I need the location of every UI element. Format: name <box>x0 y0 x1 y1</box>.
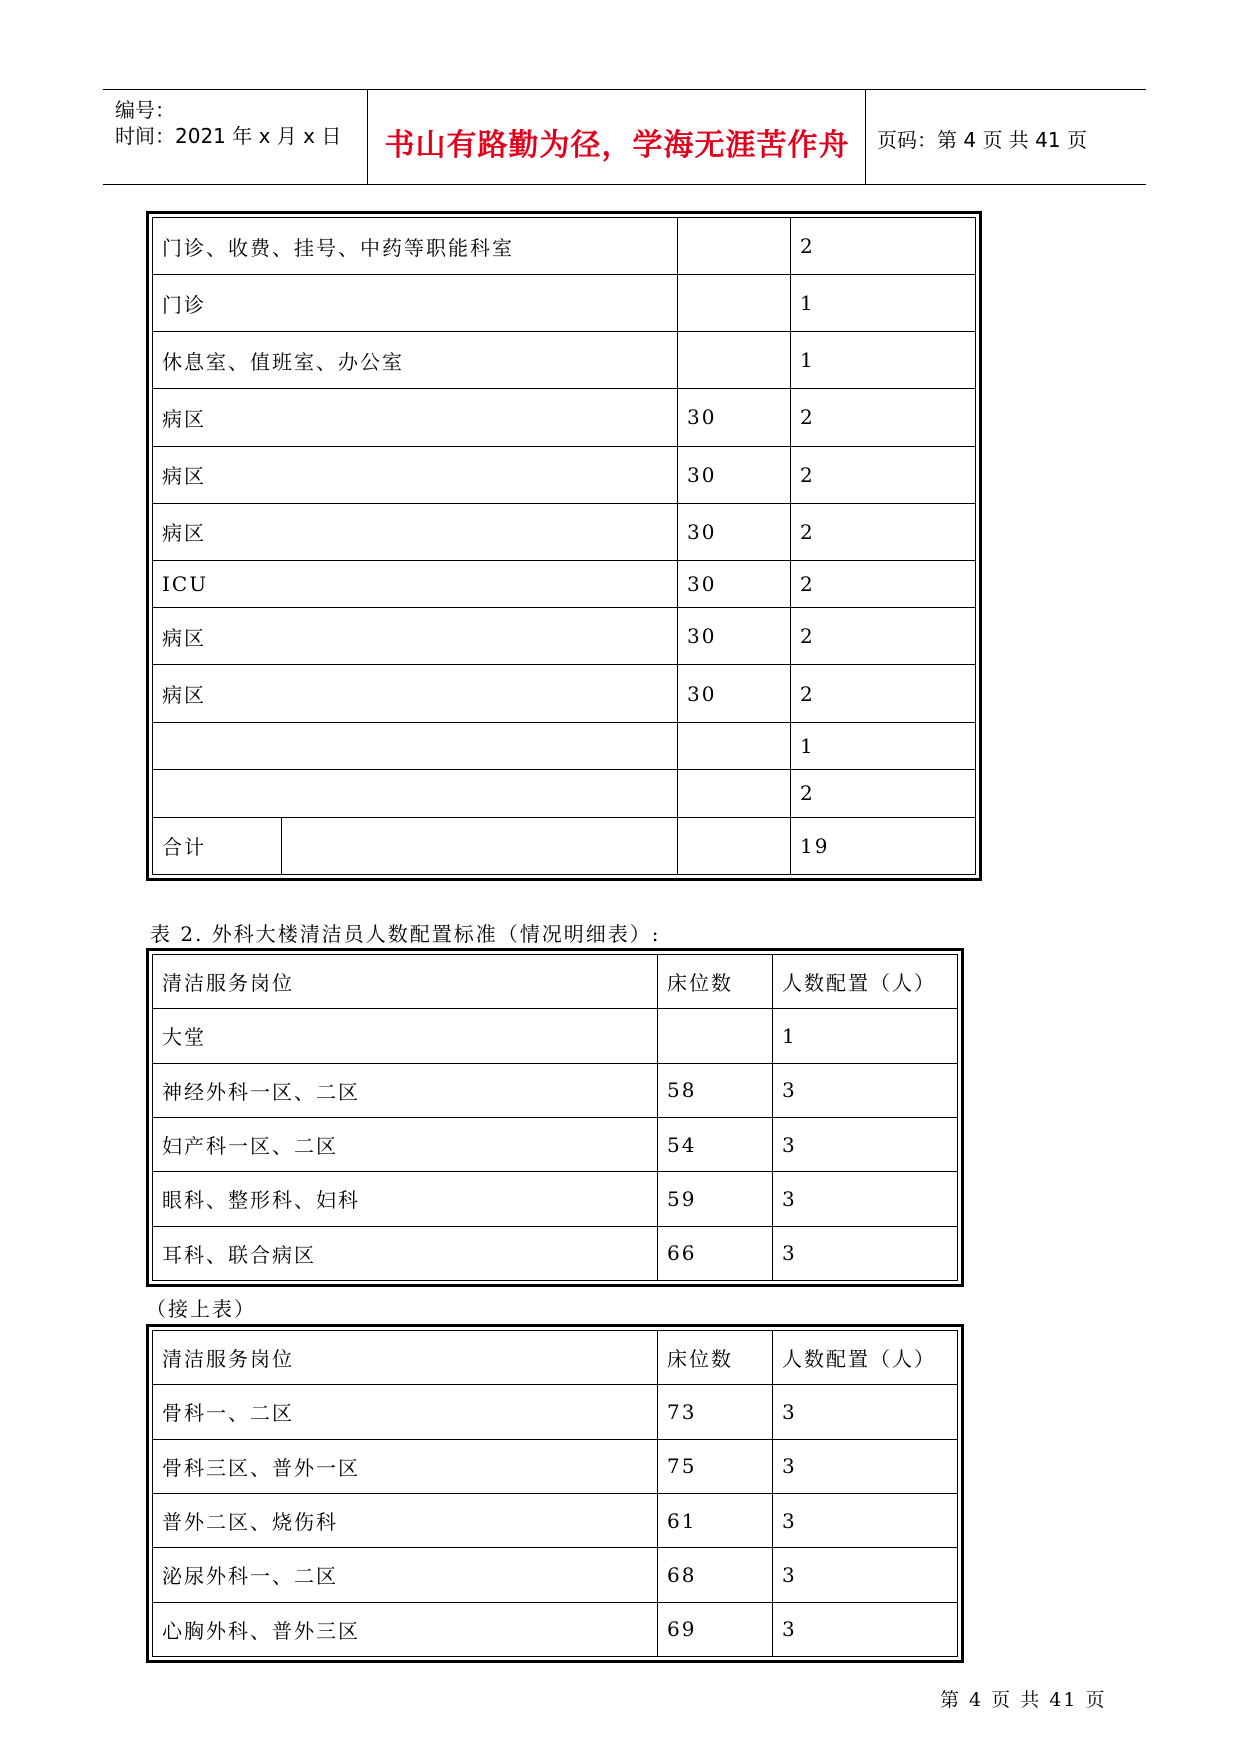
staff-cell: 3 <box>773 1226 958 1280</box>
document-number-label: 编号： <box>115 98 175 122</box>
table-row <box>153 446 976 503</box>
table-3-caption: （接上表） <box>146 1297 256 1321</box>
position-cell <box>153 722 678 770</box>
header-page-cell <box>867 90 1146 184</box>
header-page-number: 页码：第 4 页 共 41 页 <box>877 128 1087 152</box>
beds-cell: 30 <box>678 665 791 722</box>
total-staff-cell: 19 <box>791 817 976 874</box>
staff-cell: 1 <box>791 332 976 389</box>
table-row <box>153 770 976 818</box>
document-header <box>103 89 1146 185</box>
table-row <box>153 1439 958 1493</box>
table-2-caption: 表 2. 外科大楼清洁员人数配置标准（情况明细表）: <box>150 922 661 946</box>
table-row <box>153 275 976 332</box>
staff-cell: 2 <box>791 218 976 275</box>
staff-cell: 2 <box>791 770 976 818</box>
staffing-table-1 <box>146 211 982 881</box>
table-row <box>153 665 976 722</box>
table-row <box>153 1385 958 1439</box>
column-header: 清洁服务岗位 <box>153 955 658 1009</box>
table-row <box>153 503 976 560</box>
beds-cell: 30 <box>678 560 791 608</box>
table-row <box>153 560 976 608</box>
position-cell: ICU <box>153 560 678 608</box>
position-cell: 病区 <box>153 389 678 446</box>
beds-cell: 75 <box>658 1439 773 1493</box>
position-cell <box>153 770 678 818</box>
header-info-cell <box>103 90 368 184</box>
beds-cell <box>678 722 791 770</box>
header-motto: 书山有路勤为径，学海无涯苦作舟 <box>384 128 850 163</box>
beds-cell: 66 <box>658 1226 773 1280</box>
staff-cell: 2 <box>791 560 976 608</box>
position-cell: 骨科三区、普外一区 <box>153 1439 658 1493</box>
table-row <box>153 1117 958 1171</box>
table-row <box>153 1548 958 1602</box>
staff-cell: 3 <box>773 1117 958 1171</box>
table-row <box>153 722 976 770</box>
table-row <box>153 1063 958 1117</box>
position-cell: 神经外科一区、二区 <box>153 1063 658 1117</box>
position-cell: 大堂 <box>153 1009 658 1063</box>
table-header-row <box>153 955 958 1009</box>
position-cell: 眼科、整形科、妇科 <box>153 1172 658 1226</box>
staff-cell: 3 <box>773 1439 958 1493</box>
position-cell: 休息室、值班室、办公室 <box>153 332 678 389</box>
staff-cell: 3 <box>773 1063 958 1117</box>
staff-cell: 1 <box>791 722 976 770</box>
position-cell: 门诊 <box>153 275 678 332</box>
staff-cell: 2 <box>791 608 976 665</box>
beds-cell: 59 <box>658 1172 773 1226</box>
position-cell: 妇产科一区、二区 <box>153 1117 658 1171</box>
table-row <box>153 608 976 665</box>
position-cell: 病区 <box>153 608 678 665</box>
column-header: 床位数 <box>658 955 773 1009</box>
beds-cell <box>678 770 791 818</box>
position-cell: 门诊、收费、挂号、中药等职能科室 <box>153 218 678 275</box>
position-cell: 心胸外科、普外三区 <box>153 1602 658 1656</box>
table-row <box>153 218 976 275</box>
table-row <box>153 1009 958 1063</box>
table-row <box>153 332 976 389</box>
position-cell: 耳科、联合病区 <box>153 1226 658 1280</box>
beds-cell: 30 <box>678 503 791 560</box>
header-motto-cell <box>369 90 866 184</box>
table-row <box>153 1602 958 1656</box>
position-cell: 骨科一、二区 <box>153 1385 658 1439</box>
staff-cell: 2 <box>791 446 976 503</box>
page-footer: 第 4 页 共 41 页 <box>940 1689 1107 1711</box>
staff-cell: 2 <box>791 503 976 560</box>
beds-cell: 61 <box>658 1493 773 1547</box>
table-row <box>153 1226 958 1280</box>
table-row <box>153 389 976 446</box>
beds-cell: 54 <box>658 1117 773 1171</box>
column-header: 床位数 <box>658 1331 773 1385</box>
beds-cell: 30 <box>678 608 791 665</box>
position-cell: 普外二区、烧伤科 <box>153 1493 658 1547</box>
staffing-table-2 <box>146 948 964 1287</box>
table-header-row <box>153 1331 958 1385</box>
position-cell: 泌尿外科一、二区 <box>153 1548 658 1602</box>
table-row <box>153 1493 958 1547</box>
position-cell: 病区 <box>153 665 678 722</box>
position-cell: 病区 <box>153 446 678 503</box>
beds-cell: 30 <box>678 446 791 503</box>
beds-cell <box>658 1009 773 1063</box>
staffing-table-3 <box>146 1324 964 1663</box>
staff-cell: 2 <box>791 665 976 722</box>
total-label-cell: 合计 <box>153 817 282 874</box>
beds-cell <box>678 332 791 389</box>
staff-cell: 1 <box>791 275 976 332</box>
beds-cell: 69 <box>658 1602 773 1656</box>
beds-cell <box>678 218 791 275</box>
column-header: 清洁服务岗位 <box>153 1331 658 1385</box>
staff-cell: 3 <box>773 1493 958 1547</box>
total-beds-cell <box>678 817 791 874</box>
total-sub-cell <box>282 817 678 874</box>
beds-cell: 68 <box>658 1548 773 1602</box>
staff-cell: 3 <box>773 1602 958 1656</box>
position-cell: 病区 <box>153 503 678 560</box>
column-header: 人数配置（人） <box>773 1331 958 1385</box>
table-total-row <box>153 817 976 874</box>
staff-cell: 2 <box>791 389 976 446</box>
staff-cell: 3 <box>773 1385 958 1439</box>
staff-cell: 3 <box>773 1172 958 1226</box>
document-time-label: 时间：2021 年 x 月 x 日 <box>115 124 342 148</box>
beds-cell: 58 <box>658 1063 773 1117</box>
column-header: 人数配置（人） <box>773 955 958 1009</box>
beds-cell: 30 <box>678 389 791 446</box>
beds-cell <box>678 275 791 332</box>
staff-cell: 3 <box>773 1548 958 1602</box>
table-row <box>153 1172 958 1226</box>
staff-cell: 1 <box>773 1009 958 1063</box>
beds-cell: 73 <box>658 1385 773 1439</box>
